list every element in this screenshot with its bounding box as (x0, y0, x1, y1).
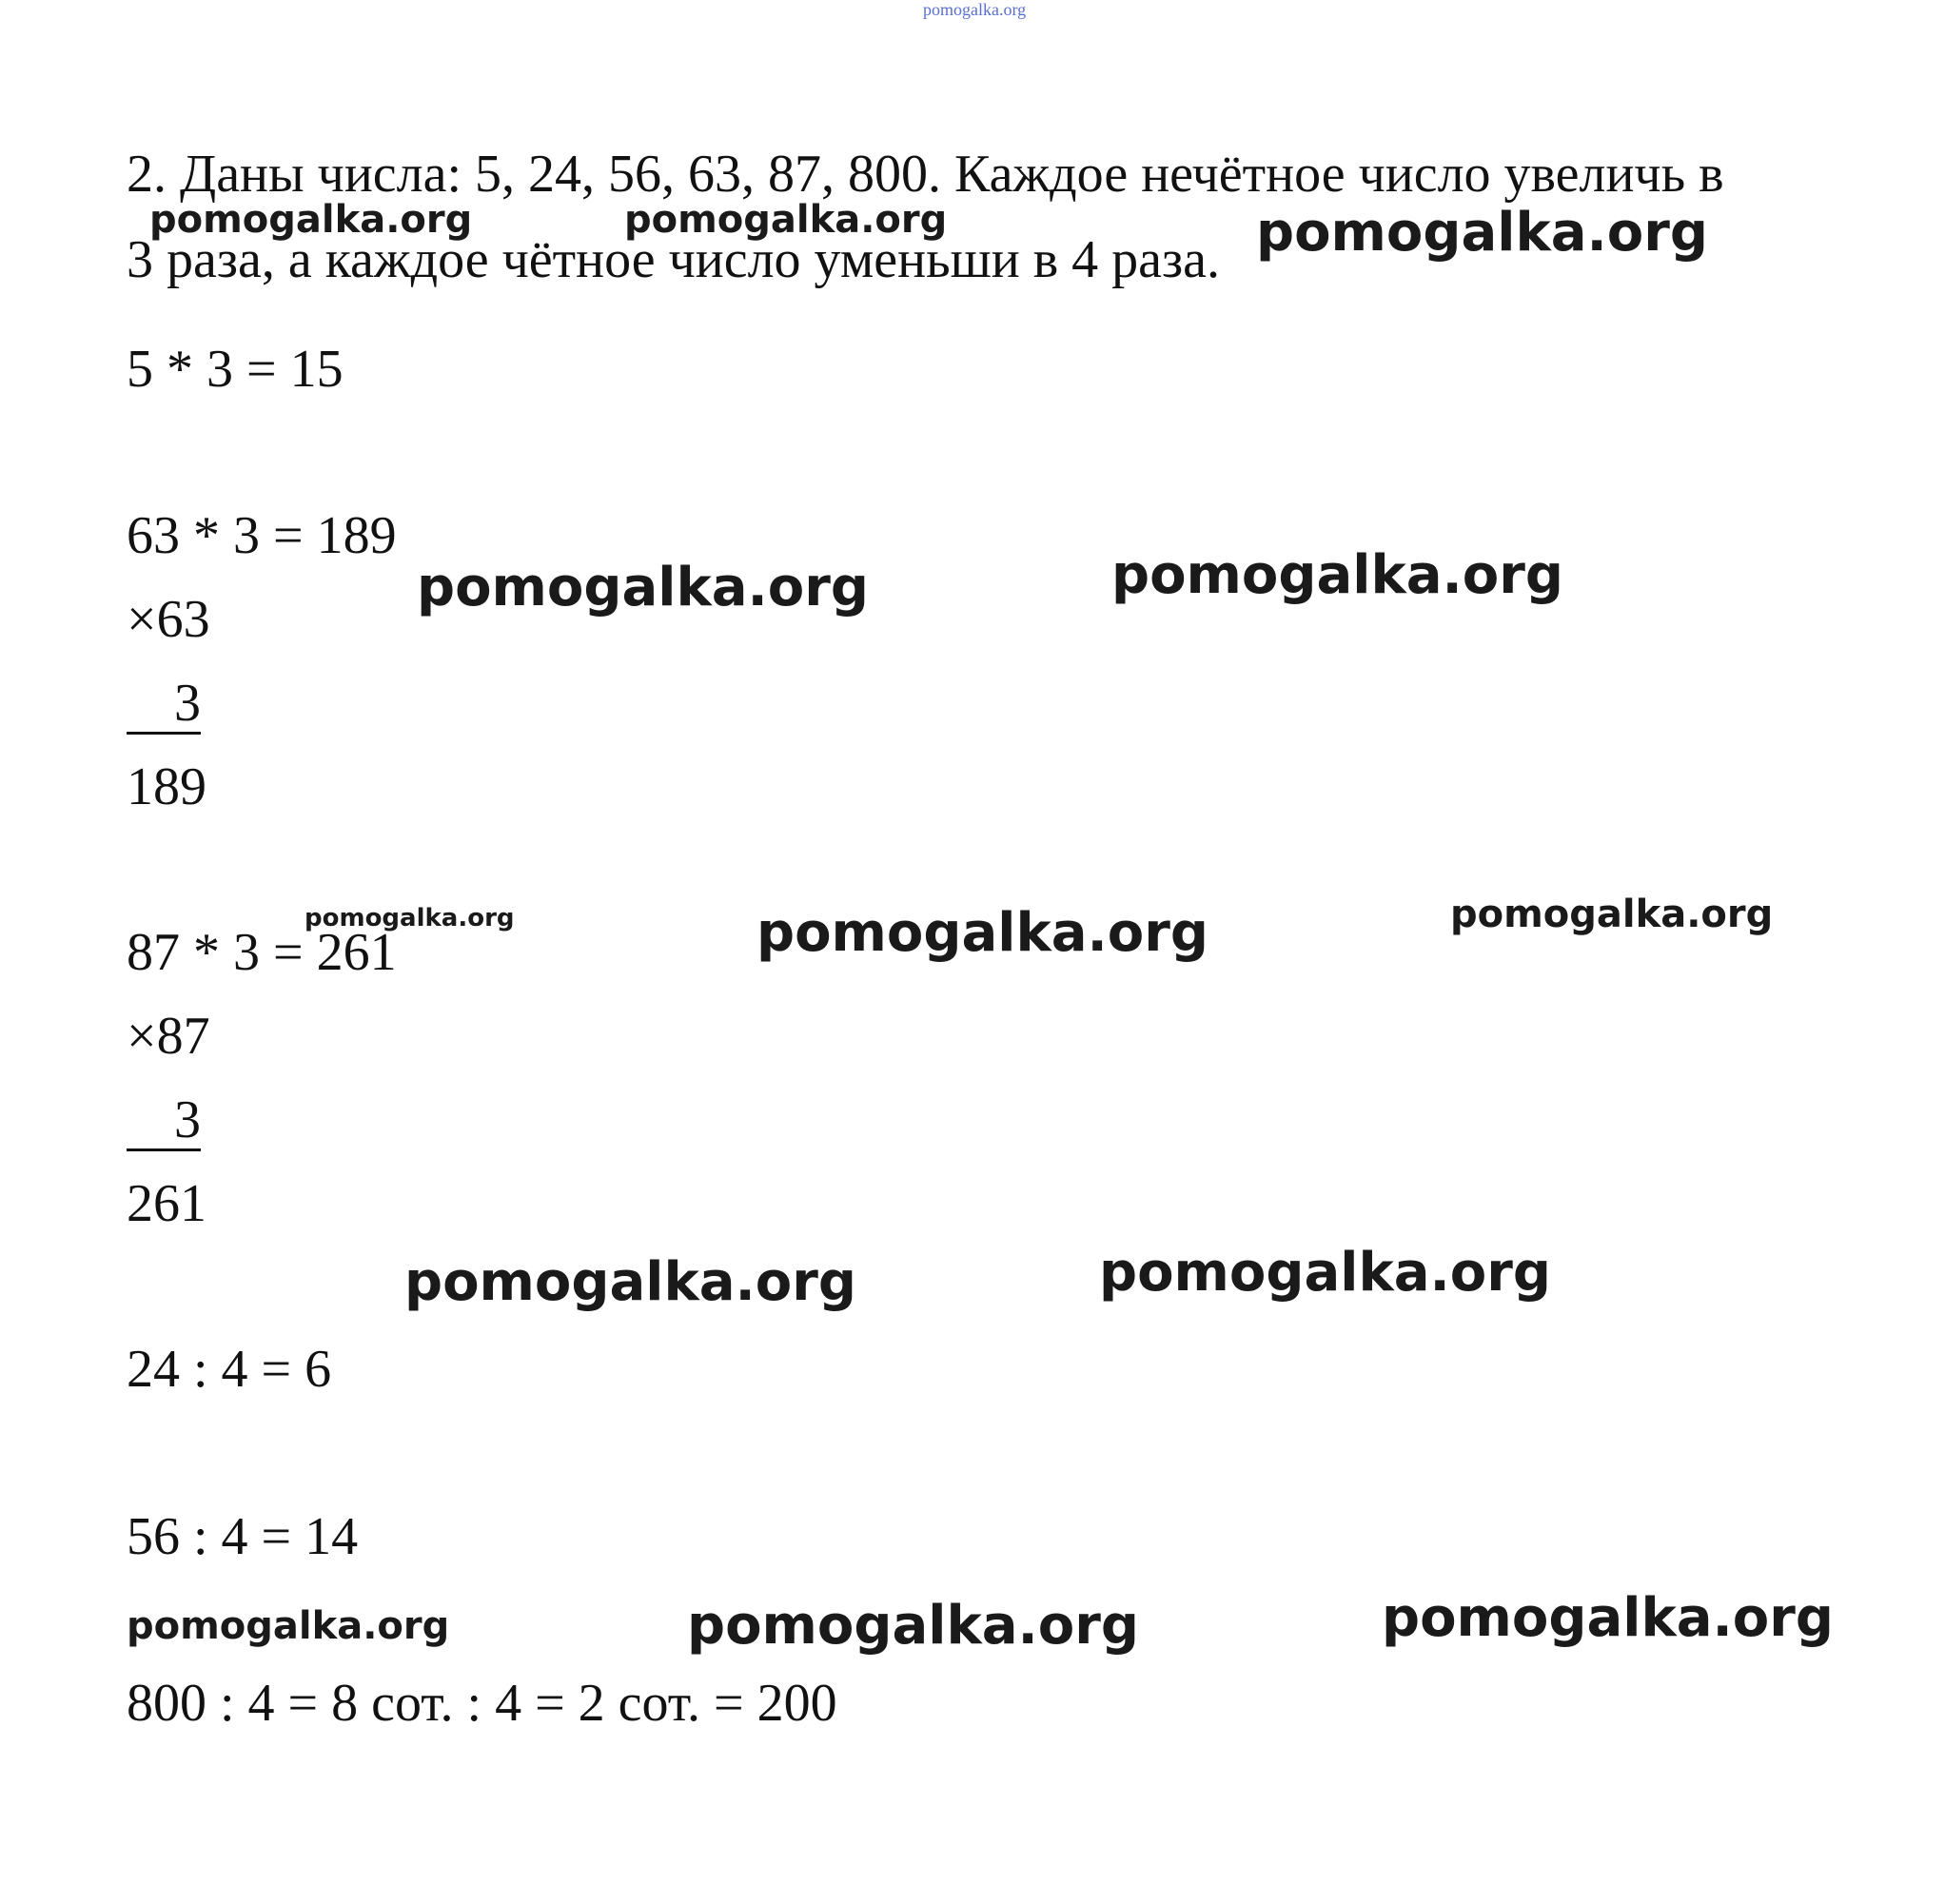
watermark: pomogalka.org (1256, 202, 1708, 264)
watermark: pomogalka.org (756, 902, 1208, 964)
task-line-1: 2. Даны числа: 5, 24, 56, 63, 87, 800. Каждое нечётное число увеличь в (127, 145, 1724, 204)
calc-5x3: 5 * 3 = 15 (127, 340, 344, 399)
column-63-multiplicand: ×63 (127, 590, 210, 649)
column-87-multiplier (127, 1089, 201, 1152)
watermark: pomogalka.org (404, 1251, 856, 1313)
calc-800div4: 800 : 4 = 8 сот. : 4 = 2 сот. = 200 (127, 1674, 837, 1733)
column-63-multiplier (127, 672, 201, 736)
watermark: pomogalka.org (687, 1595, 1139, 1657)
watermark: pomogalka.org (624, 198, 948, 242)
watermark: pomogalka.org (1382, 1587, 1834, 1649)
watermark: pomogalka.org (305, 904, 515, 932)
calc-63x3: 63 * 3 = 189 (127, 506, 397, 565)
column-87-multiplicand: ×87 (127, 1007, 210, 1066)
column-63-multiplier-value: 3 (127, 676, 201, 735)
watermark: pomogalka.org (127, 1604, 450, 1648)
calc-24div4: 24 : 4 = 6 (127, 1340, 332, 1399)
calc-87x3: 87 * 3 = 261 (127, 923, 397, 982)
column-87-result: 261 (127, 1174, 206, 1233)
header-watermark: pomogalka.org (923, 0, 1027, 19)
watermark: pomogalka.org (149, 198, 473, 242)
calc-56div4: 56 : 4 = 14 (127, 1507, 359, 1566)
watermark: pomogalka.org (1111, 544, 1563, 606)
column-63-result: 189 (127, 757, 206, 816)
watermark: pomogalka.org (417, 557, 869, 618)
watermark: pomogalka.org (1450, 893, 1774, 936)
watermark: pomogalka.org (1099, 1242, 1551, 1304)
task-line-2: 3 раза, а каждое чётное число уменьши в 4 раза. (127, 230, 1220, 289)
column-87-multiplier-value: 3 (127, 1092, 201, 1151)
